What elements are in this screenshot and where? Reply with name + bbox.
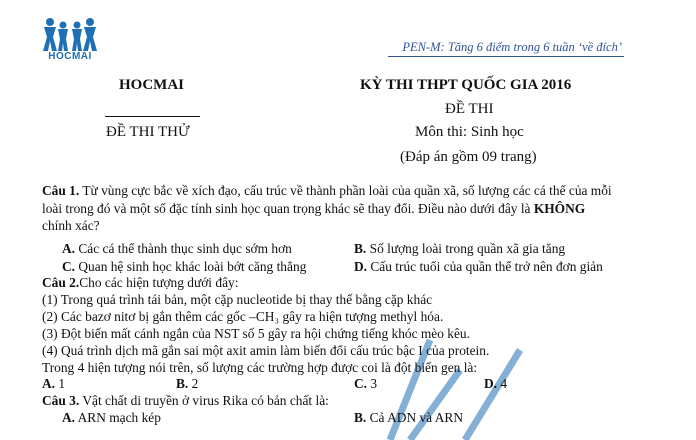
option-letter: D. xyxy=(484,376,498,391)
q2-intro-line xyxy=(42,275,238,291)
page-count-note: (Đáp án gồm 09 trang) xyxy=(400,149,537,165)
option-letter: A. xyxy=(62,241,76,256)
option-text: 1 xyxy=(55,376,66,391)
q2-intro: Cho các hiện tượng dưới đây: xyxy=(79,275,239,290)
q1-text-3: chính xác? xyxy=(42,218,100,233)
option-letter: A. xyxy=(62,410,76,425)
exam-subject: Môn thi: Sinh học xyxy=(415,124,524,140)
option-letter: B. xyxy=(354,410,367,425)
q1-text-1: Từ vùng cực bắc về xích đạo, cấu trúc về thành phần loài của quần xã, số lượng các cá thể của mỗi xyxy=(79,183,612,198)
q1-line-1 xyxy=(42,183,612,199)
option-text: Quan hệ sinh học khác loài bớt căng thẳng xyxy=(75,259,307,274)
option-text: Số lượng loài trong quần xã gia tăng xyxy=(366,241,566,256)
option-text: Cấu trúc tuổi của quần thể trở nên đơn giản xyxy=(367,259,603,274)
option-letter: C. xyxy=(354,376,368,391)
option-letter: B. xyxy=(354,241,367,256)
q2-option-c[interactable] xyxy=(354,376,377,392)
q2-item-1: (1) Trong quá trình tái bản, một cặp nucleotide bị thay thế bằng cặp khác xyxy=(42,292,433,307)
q1-text-2: loài trong đó và một số đặc tính sinh học quan trọng khác sẽ thay đổi. Điều nào dưới đây là xyxy=(42,201,534,216)
q1-option-a[interactable] xyxy=(62,241,292,257)
q2-item-2: (2) Các bazơ nitơ bị gắn thêm các gốc –CH₃ gây ra hiện tượng methyl hóa. xyxy=(42,309,444,324)
q3-option-a[interactable] xyxy=(62,410,161,426)
q2-question: Trong 4 hiện tượng nói trên, số lượng các trường hợp được coi là đột biến gen là: xyxy=(42,360,478,375)
exam-kind: ĐỀ THI THỬ xyxy=(106,124,190,140)
option-text: Các cá thể thành thục sinh dục sớm hơn xyxy=(75,241,292,256)
q2-label: Câu 2. xyxy=(42,275,80,290)
org-name: HOCMAI xyxy=(119,77,184,93)
doc-type: ĐỀ THI xyxy=(445,101,494,117)
option-letter: C. xyxy=(62,259,76,274)
q3-text: Vật chất di truyền ở virus Rika có bản chất là: xyxy=(79,393,329,408)
q3-option-b[interactable] xyxy=(354,410,463,426)
q1-label: Câu 1. xyxy=(42,183,80,198)
q2-item-3: (3) Đột biến mất cánh ngắn của NST số 5 gây ra hội chứng tiếng khóc mèo kêu. xyxy=(42,326,470,341)
q2-option-b[interactable] xyxy=(176,376,198,392)
q2-option-d[interactable] xyxy=(484,376,507,392)
q2-option-a[interactable] xyxy=(42,376,65,392)
option-text: ARN mạch kép xyxy=(75,410,161,425)
q3-line xyxy=(42,393,329,409)
option-letter: D. xyxy=(354,259,368,274)
option-text: 3 xyxy=(367,376,378,391)
header-divider xyxy=(388,56,624,57)
option-text: 4 xyxy=(497,376,508,391)
exam-title: KỲ THI THPT QUỐC GIA 2016 xyxy=(360,77,572,93)
header-promo-link[interactable]: PEN-M: Tăng 6 điểm trong 6 tuần ‘về đích’ xyxy=(402,40,622,54)
option-letter: A. xyxy=(42,376,56,391)
org-underline xyxy=(105,116,200,117)
q2-item-4: (4) Quá trình dịch mã gắn sai một axit amin làm biến đổi cấu trúc bậc I của protein. xyxy=(42,343,490,358)
option-text: 2 xyxy=(188,376,199,391)
q1-line-2 xyxy=(42,201,585,217)
q1-option-d[interactable] xyxy=(354,259,603,275)
option-text: Cả ADN và ARN xyxy=(366,410,463,425)
option-letter: B. xyxy=(176,376,189,391)
logo-text: HOCMAI xyxy=(48,51,92,62)
q3-label: Câu 3. xyxy=(42,393,80,408)
q1-option-c[interactable] xyxy=(62,259,306,275)
q1-emphasis: KHÔNG xyxy=(533,201,586,216)
q1-option-b[interactable] xyxy=(354,241,565,257)
